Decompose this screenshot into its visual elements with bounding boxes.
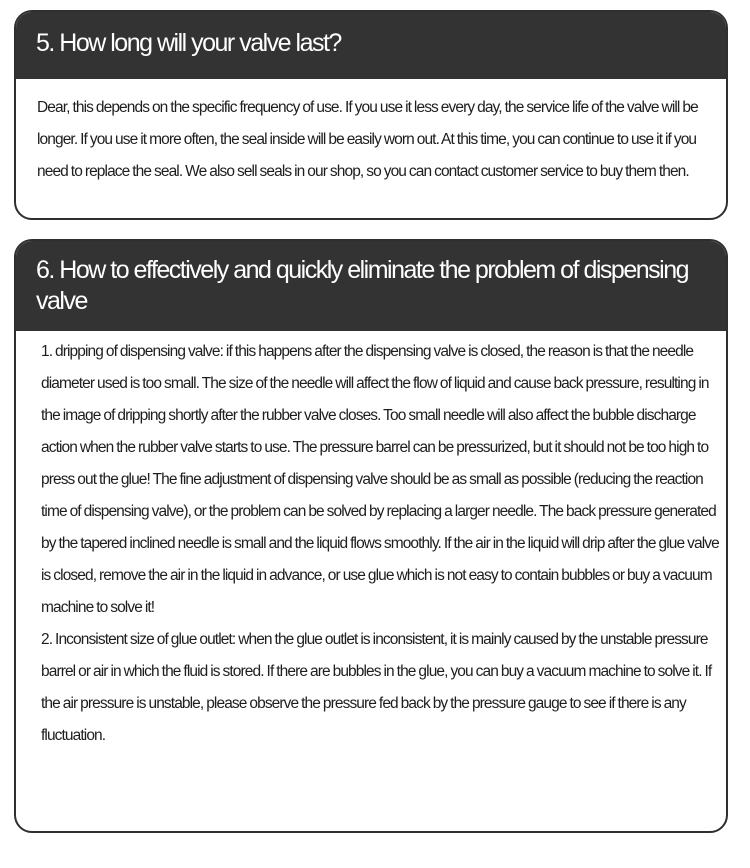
faq-card-header	[16, 241, 726, 331]
faq-answer-paragraph: Dear, this depends on the specific frequency of use. If you use it less every day, the service life of the valve will be longer. If you use it more often, the seal inside will be easily worn out. At this time, you can continue to use it if you need to replace the seal. We also sell seals in our shop, so you can contact customer service to buy them then.	[37, 99, 698, 180]
faq-answer	[16, 79, 726, 188]
faq-card-dispensing-problems	[14, 239, 728, 833]
faq-answer-paragraph-dripping: 1. dripping of dispensing valve: if this happens after the dispensing valve is closed, the reason is that the needle diameter used is too small. The size of the needle will affect the flow of liquid and cause back pressure, resulting in the image of dripping shortly after the rubber valve closes. Too small needle will also affect the bubble discharge action when the rubber valve starts to use. The pressure barrel can be pressurized, but it should not be too high to press out the glue! The fine adjustment of dispensing valve should be as small as possible (reducing the reaction time of dispensing valve), or the problem can be solved by replacing a larger needle. The back pressure generated by the tapered inclined needle is small and the liquid flows smoothly. If the air in the liquid will drip after the glue valve is closed, remove the air in the liquid in advance, or use glue which is not easy to contain bubbles or buy a vacuum machine to solve it!	[41, 343, 719, 616]
faq-question-title: 5. How long will your valve last?	[36, 29, 341, 57]
faq-card-valve-lifespan	[14, 10, 728, 220]
faq-card-header	[16, 12, 726, 79]
faq-question-title: 6. How to effectively and quickly eliminate the problem of dispensing valve	[36, 256, 689, 315]
faq-answer-paragraph-glue-outlet: 2. Inconsistent size of glue outlet: when the glue outlet is inconsistent, it is mainly caused by the unstable pressure barrel or air in which the fluid is stored. If there are bubbles in the glue, you can buy a vacuum machine to solve it. If the air pressure is unstable, please observe the pressure fed back by the pressure gauge to see if there is any fluctuation.	[41, 631, 712, 744]
faq-answer	[16, 331, 726, 752]
